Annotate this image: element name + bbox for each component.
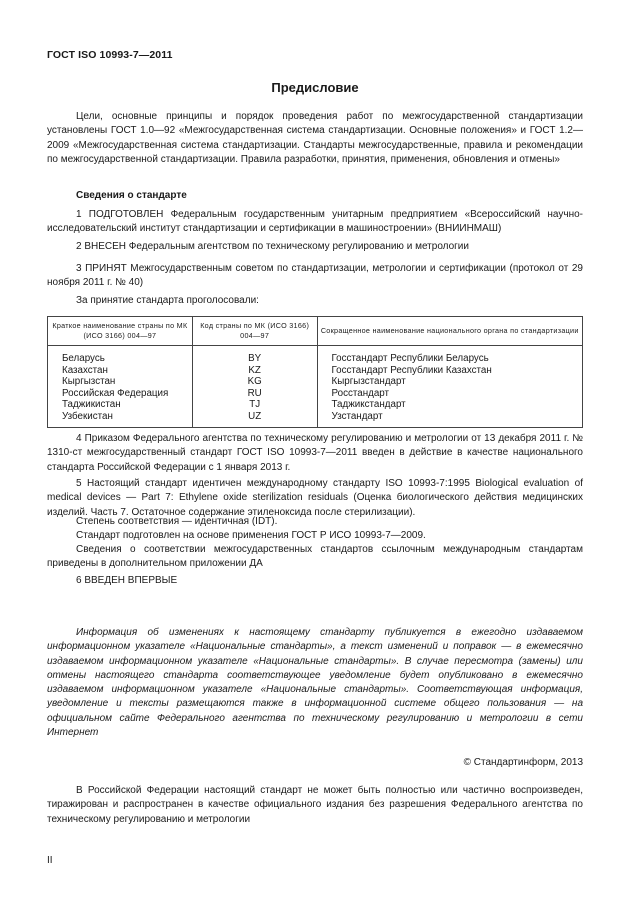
standard-id-header: ГОСТ ISO 10993-7—2011 (47, 49, 173, 61)
table-cell-code: KZ (192, 365, 317, 377)
table-cell-country: Казахстан (48, 365, 193, 377)
item-3-adopted: 3 ПРИНЯТ Межгосударственным советом по стандартизации, метрологии и сертификации (протокол от 29 ноября 2011 г. № 40) (47, 263, 583, 289)
item-1-prepared: 1 ПОДГОТОВЛЕН Федеральным государственным унитарным предприятием «Всероссийский научно-исследовательский институт стандартизации и сертификации в машиностроении» (ВНИИНМАШ) (47, 209, 583, 235)
table-cell-code: UZ (192, 411, 317, 428)
table-header-row (48, 317, 583, 346)
table-cell-country: Узбекистан (48, 411, 193, 428)
intro-paragraph: Цели, основные принципы и порядок проведения работ по межгосударственной стандартизации установлены ГОСТ 1.0—92 «Межгосударственная система стандартизации. Основные положения» и ГОСТ 1.2—2009 «Межгосударственная система стандартизации. Стандарты межгосударственные, правила и рекомендации по межгосударственной стандартизации. Правила разработки, принятия, применения, обновления и отмены» (47, 111, 583, 165)
table-cell-code: KG (192, 376, 317, 388)
information-notice: Информация об изменениях к настоящему стандарту публикуется в ежегодно издаваемом информационном указателе «Национальные стандарты», а текст изменений и поправок — в ежемесячно издаваемом информационном указателе «Национальные стандарты». В случае пересмотра (замены) или отмены настоящего стандарта соответствующее уведомление будет опубликовано в ежемесячно издаваемом информационном указателе «Национальные стандарты». Соответствующая информация, уведомление и тексты размещаются также в информационной системе общего пользования — на официальном сайте Федерального агентства по техническому регулированию и метрологии в сети Интернет (47, 627, 583, 739)
table-cell-body: Госстандарт Республики Беларусь (317, 346, 582, 365)
section-heading: Сведения о стандарте (76, 190, 187, 201)
item-6-first-introduced: 6 ВВЕДЕН ВПЕРВЫЕ (76, 575, 178, 586)
copyright-line: © Стандартинформ, 2013 (463, 757, 583, 768)
page-title: Предисловие (271, 80, 359, 95)
item-5-annex: Сведения о соответствии межгосударственных стандартов ссылочным международным стандартам приведены в дополнительном приложении ДА (47, 544, 583, 570)
table-header-country: Краткое наименование страны по МК (ИСО 3166) 004—97 (48, 317, 193, 346)
voting-countries-table (47, 316, 583, 428)
table-cell-country: Таджикистан (48, 399, 193, 411)
item-4-order: 4 Приказом Федерального агентства по техническому регулированию и метрологии от 13 декабря 2011 г. № 1310-ст межгосударственный стандарт ГОСТ ISO 10993-7—2011 введен в действие в качестве национального стандарта Российской Федерации с 1 января 2013 г. (47, 433, 583, 473)
table-row (48, 365, 583, 377)
table-cell-country: Беларусь (48, 346, 193, 365)
table-row (48, 411, 583, 428)
table-cell-country: Кыргызстан (48, 376, 193, 388)
table-row (48, 399, 583, 411)
item-5-identity: 5 Настоящий стандарт идентичен международному стандарту ISO 10993-7:1995 Biological evaluation of medical devices — Part 7: Ethylene oxide sterilization residuals (Оценка биологического действия медицинских изделий. Часть 7. Остаточное содержание этиленоксида после стерилизации). (47, 478, 583, 518)
table-cell-code: BY (192, 346, 317, 365)
table-cell-code: TJ (192, 399, 317, 411)
table-cell-body: Таджикстандарт (317, 399, 582, 411)
table-row (48, 346, 583, 365)
reproduction-notice: В Российской Федерации настоящий стандарт не может быть полностью или частично воспроизведен, тиражирован и распространен в качестве официального издания без разрешения Федерального агентства по техническому регулированию и метрологии (47, 785, 583, 825)
vote-intro: За принятие стандарта проголосовали: (76, 295, 259, 306)
table-header-code: Код страны по МК (ИСО 3166) 004—97 (192, 317, 317, 346)
table-row (48, 388, 583, 400)
table-row (48, 376, 583, 388)
table-cell-body: Узстандарт (317, 411, 582, 428)
item-2-introduced: 2 ВНЕСЕН Федеральным агентством по техническому регулированию и метрологии (76, 241, 469, 252)
table-cell-code: RU (192, 388, 317, 400)
item-5-basis: Стандарт подготовлен на основе применения ГОСТ Р ИСО 10993-7—2009. (76, 530, 426, 541)
table-cell-country: Российская Федерация (48, 388, 193, 400)
table-cell-body: Госстандарт Республики Казахстан (317, 365, 582, 377)
table-header-body: Сокращенное наименование национального органа по стандартизации (317, 317, 582, 346)
table-cell-body: Росстандарт (317, 388, 582, 400)
item-5-degree: Степень соответствия — идентичная (IDT). (76, 516, 278, 527)
table-cell-body: Кыргызстандарт (317, 376, 582, 388)
page-number: II (47, 855, 53, 866)
